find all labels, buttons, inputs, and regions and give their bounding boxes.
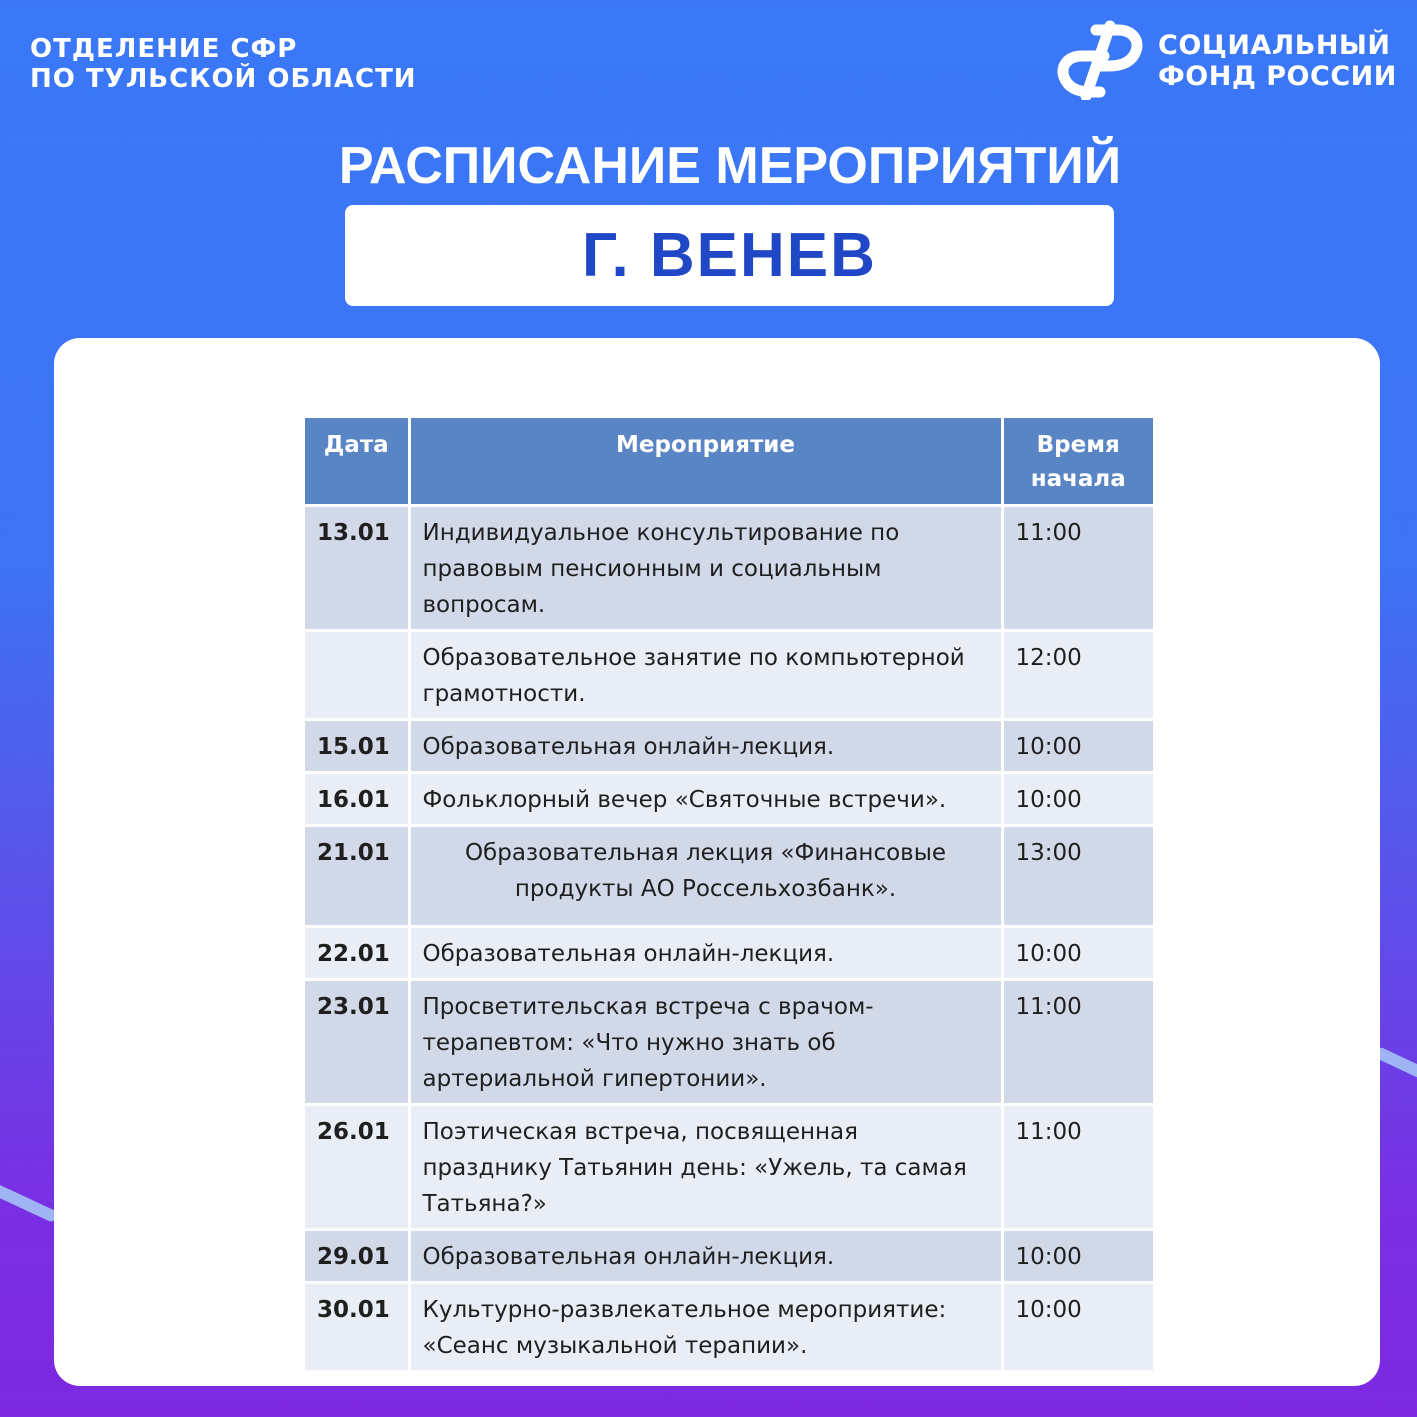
table-row — [305, 826, 1153, 927]
row-date: 21.01 — [305, 826, 409, 927]
sfr-logo-icon — [1052, 20, 1144, 100]
row-time: 10:00 — [1002, 773, 1153, 826]
row-time: 13:00 — [1002, 826, 1153, 927]
table-row — [305, 720, 1153, 773]
city-name: Г. ВЕНЕВ — [582, 221, 877, 290]
page-title: РАСПИСАНИЕ МЕРОПРИЯТИЙ — [338, 137, 1122, 195]
row-date: 30.01 — [305, 1283, 409, 1372]
org-name-line2: ПО ТУЛЬСКОЙ ОБЛАСТИ — [30, 64, 417, 94]
column-header-date: Дата — [305, 418, 409, 506]
table-row — [305, 773, 1153, 826]
row-event: Поэтическая встреча, посвященная празднику Татьянин день: «Ужель, та самая Татьяна?» — [409, 1105, 1002, 1230]
row-date: 13.01 — [305, 506, 409, 631]
table-row — [305, 1283, 1153, 1372]
row-date: 16.01 — [305, 773, 409, 826]
row-date: 22.01 — [305, 927, 409, 980]
org-name-line1: ОТДЕЛЕНИЕ СФР — [30, 34, 298, 64]
city-banner — [345, 205, 1114, 306]
row-time: 11:00 — [1002, 980, 1153, 1105]
column-header-event: Мероприятие — [409, 418, 1002, 506]
table-row — [305, 1230, 1153, 1283]
table-row — [305, 631, 1153, 720]
org-name — [30, 34, 417, 94]
row-date: 23.01 — [305, 980, 409, 1105]
table-row — [305, 980, 1153, 1105]
brand-name-line1: СОЦИАЛЬНЫЙ — [1158, 30, 1391, 61]
row-time: 10:00 — [1002, 1283, 1153, 1372]
row-event: Образовательное занятие по компьютерной грамотности. — [409, 631, 1002, 720]
brand-name-line2: ФОНД РОССИИ — [1158, 61, 1397, 92]
row-event: Фольклорный вечер «Святочные встречи». — [409, 773, 1002, 826]
schedule-table — [305, 418, 1153, 1373]
row-time: 12:00 — [1002, 631, 1153, 720]
row-time: 11:00 — [1002, 1105, 1153, 1230]
row-event: Просветительская встреча с врачом-терапевтом: «Что нужно знать об артериальной гипертонии». — [409, 980, 1002, 1105]
row-date: 26.01 — [305, 1105, 409, 1230]
row-date: 29.01 — [305, 1230, 409, 1283]
table-row — [305, 1105, 1153, 1230]
row-time: 11:00 — [1002, 506, 1153, 631]
row-event: Образовательная лекция «Финансовые продукты АО Россельхозбанк». — [409, 826, 1002, 927]
row-date — [305, 631, 409, 720]
row-time: 10:00 — [1002, 927, 1153, 980]
table-header-row — [305, 418, 1153, 506]
decorative-stripe-left — [0, 1179, 59, 1224]
column-header-time: Время начала — [1002, 418, 1153, 506]
table-row — [305, 506, 1153, 631]
row-event: Культурно-развлекательное мероприятие: «Сеанс музыкальной терапии». — [409, 1283, 1002, 1372]
row-event: Индивидуальное консультирование по правовым пенсионным и социальным вопросам. — [409, 506, 1002, 631]
row-event: Образовательная онлайн-лекция. — [409, 1230, 1002, 1283]
row-time: 10:00 — [1002, 720, 1153, 773]
brand-name — [1158, 30, 1397, 92]
row-event: Образовательная онлайн-лекция. — [409, 927, 1002, 980]
table-row — [305, 927, 1153, 980]
row-event: Образовательная онлайн-лекция. — [409, 720, 1002, 773]
row-time: 10:00 — [1002, 1230, 1153, 1283]
row-date: 15.01 — [305, 720, 409, 773]
